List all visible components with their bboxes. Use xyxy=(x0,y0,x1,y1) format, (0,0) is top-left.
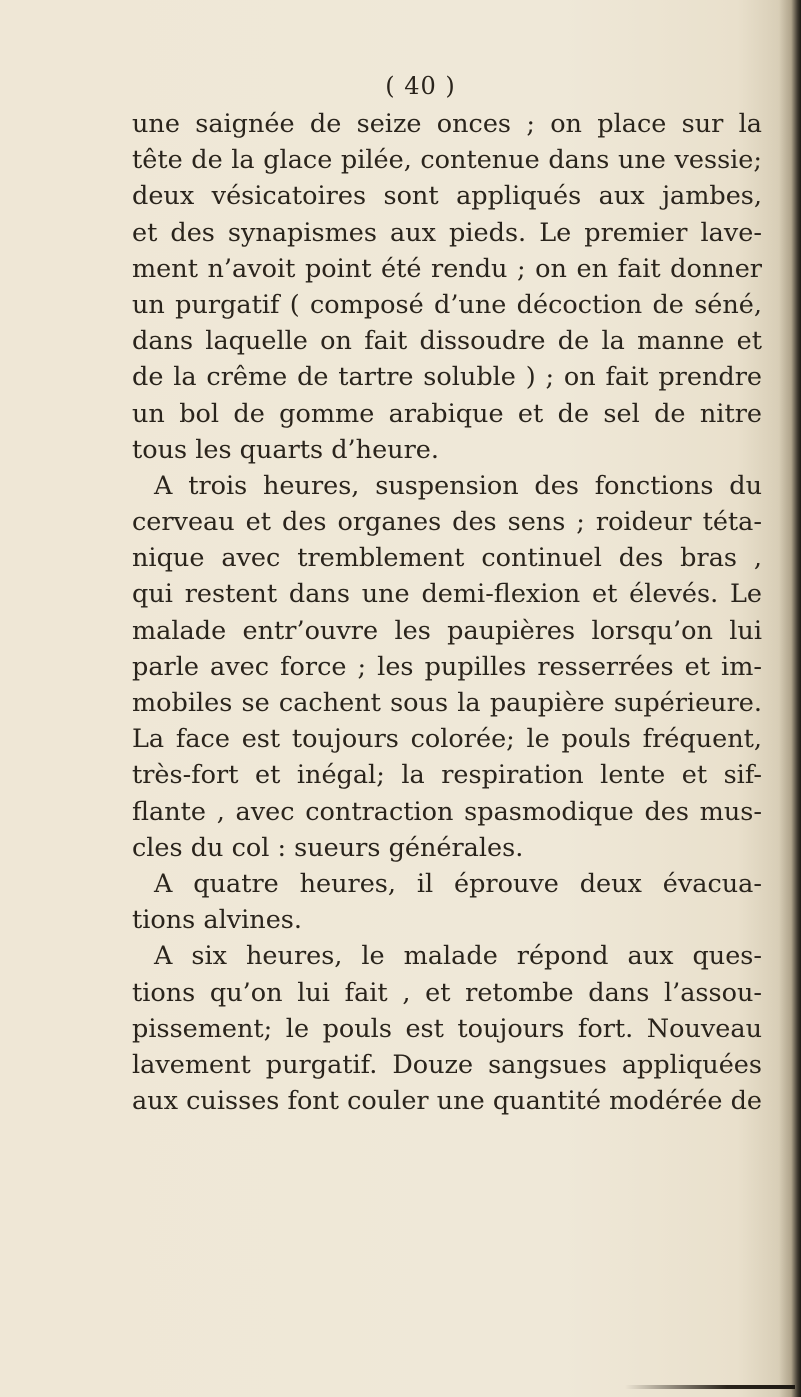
text-line: tête de la glace pilée, contenue dans une vessie; xyxy=(132,145,762,176)
text-line: pissement; le pouls est toujours fort. Nouveau xyxy=(132,1013,762,1044)
text-line: qui restent dans une demi-flexion et élevés. Le xyxy=(132,579,762,610)
text-line: dans laquelle on fait dissoudre de la manne et xyxy=(132,326,762,357)
text-line: de la crême de tartre soluble ) ; on fait prendre xyxy=(132,362,762,393)
page-number: ( 40 ) xyxy=(385,72,456,100)
text-line: lavement purgatif. Douze sangsues appliquées xyxy=(132,1049,762,1080)
text-line: mobiles se cachent sous la paupière supérieure. xyxy=(132,688,762,718)
text-line: deux vésicatoires sont appliqués aux jambes, xyxy=(132,181,762,212)
body-text xyxy=(132,106,762,1119)
text-line: une saignée de seize onces ; on place sur la xyxy=(132,109,762,139)
text-line: nique avec tremblement continuel des bras , xyxy=(132,543,762,574)
text-line: très-fort et inégal; la respiration lente et sif- xyxy=(132,760,762,791)
text-line: parle avec force ; les pupilles resserrées et im- xyxy=(132,651,762,682)
text-line: et des synapismes aux pieds. Le premier lave- xyxy=(132,217,762,248)
text-line: aux cuisses font couler une quantité modérée de xyxy=(132,1086,762,1117)
text-line: tions qu’on lui fait , et retombe dans l’assou- xyxy=(132,977,762,1008)
text-line: flante , avec contraction spasmodique des mus- xyxy=(132,796,762,827)
page-edge-shadow xyxy=(779,0,801,1397)
text-line: cles du col : sueurs générales. xyxy=(132,832,524,863)
text-line: cerveau et des organes des sens ; roideur téta- xyxy=(132,507,762,538)
text-line: un purgatif ( composé d’une décoction de séné, xyxy=(132,289,762,320)
page-bottom-edge xyxy=(625,1385,795,1389)
paragraph-start-line: A trois heures, suspension des fonctions du xyxy=(154,470,762,501)
paragraph-start-line: A six heures, le malade répond aux ques- xyxy=(154,941,762,972)
text-line: ment n’avoit point été rendu ; on en fait donner xyxy=(132,253,762,284)
paragraph-start-line: A quatre heures, il éprouve deux évacua- xyxy=(154,868,762,899)
text-line: La face est toujours colorée; le pouls fréquent, xyxy=(132,724,762,755)
text-line: malade entr’ouvre les paupières lorsqu’on lui xyxy=(132,615,762,646)
text-line: un bol de gomme arabique et de sel de nitre xyxy=(132,398,762,429)
text-line: tous les quarts d’heure. xyxy=(132,434,439,465)
text-line: tions alvines. xyxy=(132,905,302,936)
